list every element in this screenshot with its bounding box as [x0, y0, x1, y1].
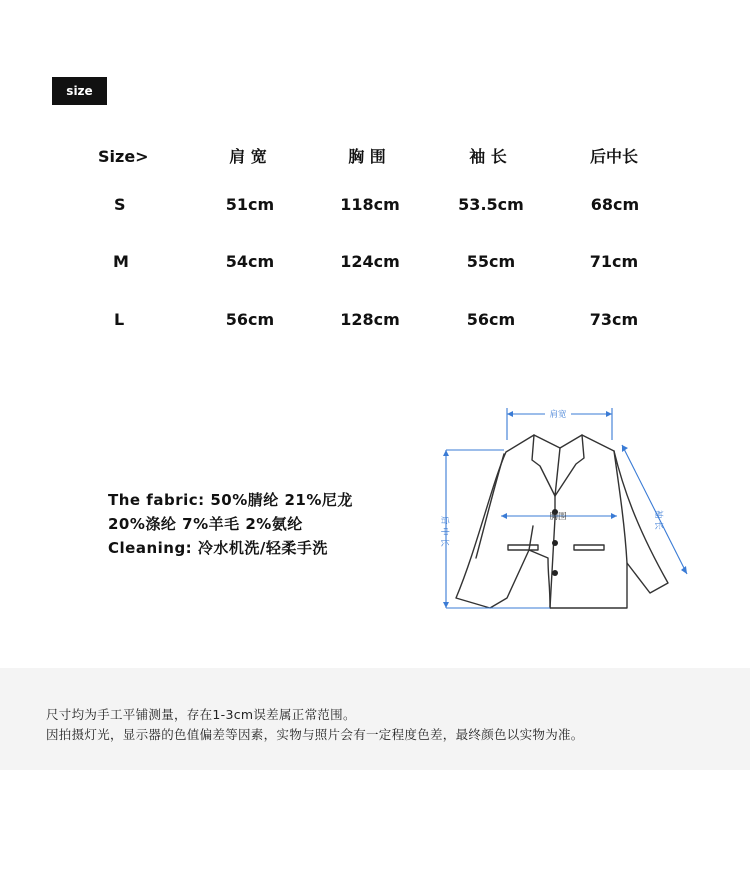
table-row: [0, 190, 750, 220]
color-disclaimer: 因拍摄灯光，显示器的色值偏差等因素，实物与照片会有一定程度色差，最终颜色以实物为准。: [46, 727, 584, 742]
fabric-composition-line-2: 20%涤纶 7%羊毛 2%氨纶: [108, 515, 303, 533]
sleeve-value: 55cm: [466, 252, 516, 271]
size-section-label: size: [52, 77, 107, 105]
header-back-length: 后中长: [589, 147, 638, 166]
header-sleeve-length: 袖 长: [469, 147, 507, 166]
jacket-measurement-diagram: [432, 398, 692, 620]
size-name: M: [113, 252, 129, 271]
chest-label: 胸围: [549, 512, 567, 522]
header-size: Size>: [98, 147, 149, 166]
back-length-value: 68cm: [590, 195, 640, 214]
back-length-value: 73cm: [589, 310, 639, 329]
jacket-illustration: [432, 398, 692, 616]
size-name: L: [114, 310, 125, 329]
measurement-note-panel: [0, 668, 750, 770]
fabric-info: [108, 488, 353, 560]
shoulder-value: 56cm: [225, 310, 275, 329]
table-row: [0, 247, 750, 277]
back-length-label: 后 中 长: [439, 516, 449, 547]
shoulder-value: 54cm: [225, 252, 275, 271]
size-table-header-row: [0, 142, 750, 172]
cleaning-instructions: Cleaning: 冷水机洗/轻柔手洗: [108, 539, 328, 557]
header-shoulder-width: 肩 宽: [229, 147, 267, 166]
shoulder-value: 51cm: [225, 195, 275, 214]
fabric-composition-line-1: The fabric: 50%腈纶 21%尼龙: [108, 491, 353, 509]
shoulder-width-label: 肩宽: [549, 410, 567, 420]
sleeve-value: 53.5cm: [458, 195, 524, 214]
size-name: S: [114, 195, 126, 214]
sleeve-value: 56cm: [466, 310, 516, 329]
sleeve-length-label: 袖 长: [653, 510, 663, 530]
back-length-value: 71cm: [589, 252, 639, 271]
chest-value: 128cm: [340, 310, 400, 329]
table-row: [0, 305, 750, 335]
header-chest: 胸 围: [348, 147, 386, 166]
measurement-note: 尺寸均为手工平铺测量，存在1-3cm误差属正常范围。: [46, 707, 356, 722]
chest-value: 124cm: [340, 252, 400, 271]
chest-value: 118cm: [340, 195, 400, 214]
